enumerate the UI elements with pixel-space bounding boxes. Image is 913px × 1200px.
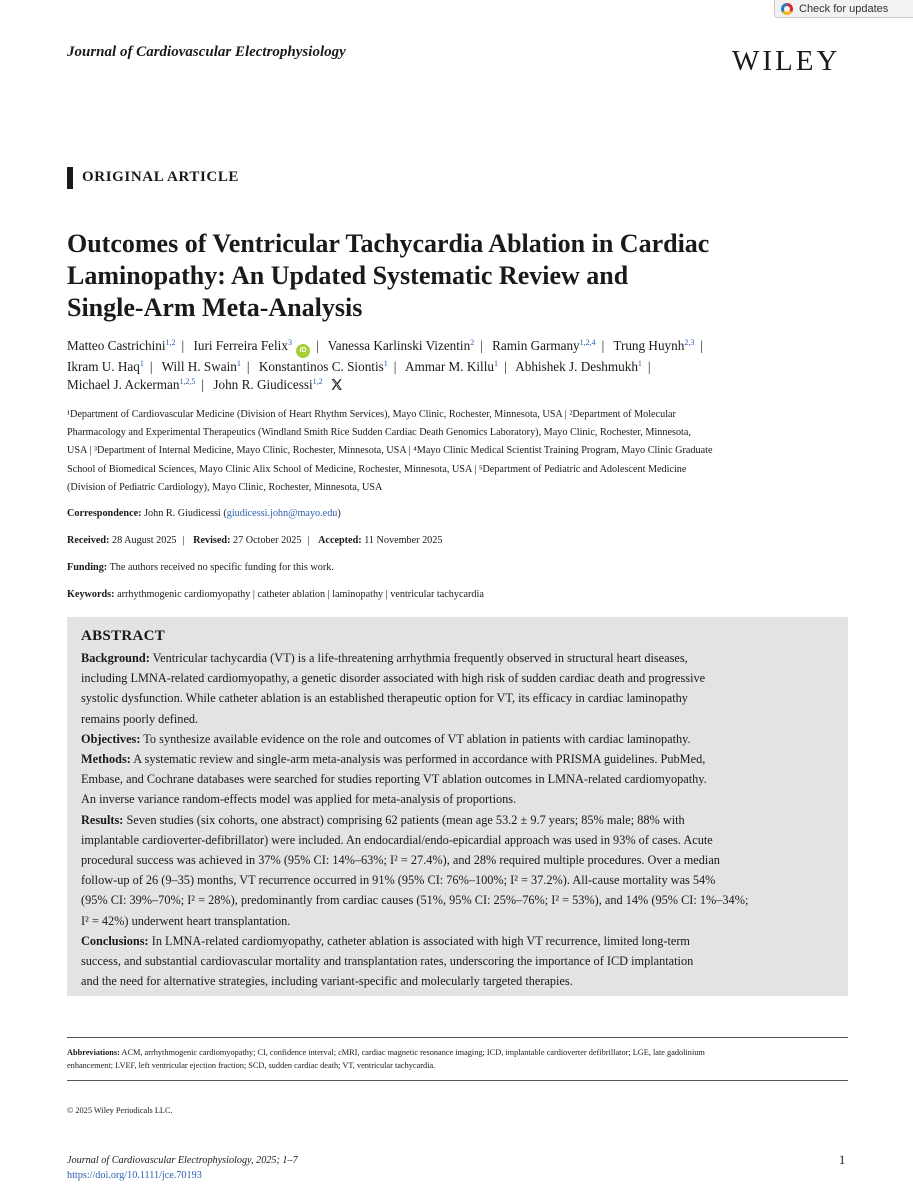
affiliation-line: (Division of Pediatric Cardiology), Mayo Clinic, Rochester, Minnesota, USA [67, 481, 383, 493]
author-name[interactable]: Will H. Swain [161, 359, 237, 374]
background-text: Ventricular tachycardia (VT) is a life-threatening arrhythmia frequently observed in structural heart diseases, [152, 651, 688, 665]
abstract-line [81, 749, 841, 769]
author-name[interactable]: Ikram U. Haq [67, 359, 140, 374]
author-affil-sup: 1 [383, 359, 388, 368]
methods-text: A systematic review and single-arm meta-analysis was performed in accordance with PRISMA guidelines. PubMed, [133, 752, 706, 767]
abstract-line: An inverse variance random-effects model was applied for meta-analysis of proportions. [81, 792, 517, 807]
author-name[interactable]: Ammar M. Killu [404, 359, 494, 374]
abbreviations-label: Abbreviations: [67, 1048, 120, 1057]
author-affil-sup: 1 [637, 359, 642, 368]
author-line: Matteo Castrichini$^{1,2}$ | Iuri Ferreira Felix$^3$iD | Vanessa Karlinski Vizentin$^2$ | Ramin Garmany$^{1,2,4}$ | Trung Huynh$^{2,3}$ | [67, 337, 857, 358]
affiliation-line: USA | ³Department of Internal Medicine, Mayo Clinic, Rochester, Minnesota, USA | ⁴Mayo Clinic Medical Scientist Training Program, Mayo Clinic Graduate [67, 445, 713, 457]
correspondence-name: John R. Giudicessi [144, 508, 221, 519]
abstract-line [81, 729, 841, 749]
author-name[interactable]: Vanessa Karlinski Vizentin [327, 338, 471, 353]
abstract-line: I² = 42%) underwent heart transplantation. [81, 913, 291, 928]
abstract-line: implantable cardioverter-defibrillator) were included. An endocardial/endo-epicardial approach was used in 93% of cases. Acute [81, 832, 713, 847]
divider [67, 1037, 848, 1038]
methods-label: Methods: [81, 752, 131, 767]
affiliation-line: Pharmacology and Experimental Therapeutics (Windland Smith Rice Sudden Cardiac Death Genomics Laboratory), Mayo Clinic, Rochester, Minnesota, [67, 427, 691, 439]
funding-label: Funding: [67, 562, 108, 573]
orcid-icon[interactable]: iD [296, 344, 310, 358]
accepted-date: 11 November 2025 [364, 535, 443, 546]
affiliation-line: School of Biomedical Sciences, Mayo Clinic Alix School of Medicine, Rochester, Minnesota, USA | ⁵Department of Pediatric and Adolescent Medicine [67, 463, 687, 475]
author-name[interactable]: Michael J. Ackerman [67, 377, 180, 392]
crossmark-icon [781, 3, 793, 15]
divider [67, 1080, 848, 1081]
abstract-line: including LMNA-related cardiomyopathy, a genetic disorder associated with high risk of sudden cardiac death and progressive [81, 671, 706, 686]
abbreviations-text: ACM, arrhythmogenic cardiomyopathy; CI, confidence interval; cMRI, cardiac magnetic resonance imaging; ICD, implantable cardioverter defibrillator; LGE, late gadolinium [121, 1048, 705, 1057]
affiliation-line: ¹Department of Cardiovascular Medicine (Division of Heart Rhythm Services), Mayo Clinic, Rochester, Minnesota, USA | ²Department of Molecular [67, 409, 676, 420]
abstract-line: Embase, and Cochrane databases were searched for studies reporting VT ablation outcomes in LMNA-related cardiomyopathy. [81, 772, 707, 787]
conclusions-text: In LMNA-related cardiomyopathy, catheter ablation is associated with high VT recurrence, limited long-term [151, 933, 690, 948]
author-name[interactable]: Matteo Castrichini [67, 338, 166, 353]
funding-text: The authors received no specific funding for this work. [109, 562, 334, 573]
author-line: Ikram U. Haq$^1$ | Will H. Swain$^1$ | Konstantinos C. Siontis$^1$ | Ammar M. Killu$^1$ | Abhishek J. Deshmukh$^1$ | [67, 359, 651, 374]
keywords [67, 589, 484, 600]
author-name[interactable]: Ramin Garmany [492, 338, 580, 353]
correspondence-label: Correspondence: [67, 508, 142, 519]
title-line: Single-Arm Meta-Analysis [67, 293, 363, 322]
publisher-logo: WILEY [732, 45, 841, 77]
results-label: Results: [81, 812, 124, 827]
section-marker [67, 167, 73, 189]
affiliations [67, 406, 857, 497]
objectives-label: Objectives: [81, 731, 141, 746]
journal-title: Journal of Cardiovascular Electrophysiology [67, 44, 346, 60]
copyright: © 2025 Wiley Periodicals LLC. [67, 1106, 173, 1115]
author-affil-sup: 1 [139, 359, 144, 368]
x-social-icon[interactable] [330, 378, 343, 391]
check-for-updates-button[interactable] [774, 0, 913, 18]
title-line: Outcomes of Ventricular Tachycardia Ablation in Cardiac [67, 229, 710, 258]
abstract-line: remains poorly defined. [81, 711, 199, 726]
article-type: ORIGINAL ARTICLE [82, 169, 240, 185]
author-affil-sup: 2,3 [684, 338, 695, 347]
article-title [67, 228, 847, 324]
author-affil-sup: 1,2,4 [579, 338, 596, 347]
abstract-body [81, 648, 841, 991]
check-for-updates-label: Check for updates [799, 2, 889, 15]
author-name[interactable]: Iuri Ferreira Felix [193, 338, 288, 353]
funding [67, 562, 334, 573]
accepted-label: Accepted: [318, 535, 362, 546]
author-name[interactable]: Abhishek J. Deshmukh [515, 359, 638, 374]
abstract-line: systolic dysfunction. While catheter ablation is an established therapeutic option for VT, its efficacy in cardiac laminopathy [81, 691, 688, 706]
author-affil-sup: 1 [493, 359, 498, 368]
received-date: 28 August 2025 [111, 535, 177, 546]
page-number: 1 [839, 1153, 846, 1167]
results-text: Seven studies (six cohorts, one abstract) comprising 62 patients (mean age 53.2 ± 9.7 years; 85% male; 88% with [126, 812, 685, 827]
author-name[interactable]: John R. Giudicessi [213, 377, 313, 392]
author-list [67, 337, 857, 394]
author-affil-sup: 1 [236, 359, 241, 368]
abstract-line [81, 931, 841, 951]
author-affil-sup: 3 [287, 338, 292, 347]
author-affil-sup: 1,2 [312, 377, 323, 386]
abbreviation-line [67, 1047, 848, 1060]
author-line: Michael J. Ackerman$^{1,2,5}$ | John R. Giudicessi$^{1,2}$ [67, 376, 857, 394]
author-affil-sup: 2 [470, 338, 475, 347]
received-label: Received: [67, 535, 110, 546]
title-line: Laminopathy: An Updated Systematic Review and [67, 261, 629, 290]
revised-date: 27 October 2025 [233, 535, 302, 546]
abstract-line: and the need for alternative strategies, including variant-specific and molecularly targeted therapies. [81, 974, 573, 989]
abstract-line [81, 648, 841, 668]
footer-citation: Journal of Cardiovascular Electrophysiology, 2025; 1–7 [67, 1155, 298, 1166]
abstract-line: success, and substantial cardiovascular mortality and transplantation rates, underscoring the importance of ICD implantation [81, 954, 694, 969]
abstract-line: follow-up of 26 (9–35) months, VT recurrence occurred in 91% (95% CI: 76%–100%; I² = 37.2%). All-cause mortality was 54% [81, 873, 716, 888]
author-name[interactable]: Konstantinos C. Siontis [258, 359, 384, 374]
conclusions-label: Conclusions: [81, 933, 149, 948]
abbreviation-line: enhancement; LVEF, left ventricular ejection fraction; SCD, sudden cardiac death; VT, ventricular tachycardia. [67, 1060, 436, 1070]
abstract-heading: ABSTRACT [81, 628, 166, 644]
article-dates: Received: 28 August 2025 | Revised: 27 October 2025 | Accepted: 11 November 2025 [67, 535, 443, 546]
abstract-line: procedural success was achieved in 37% (95% CI: 14%–63%; I² = 27.4%), and 28% required multiple procedures. Over a median [81, 853, 720, 868]
author-affil-sup: 1,2,5 [179, 377, 196, 386]
background-label: Background: [81, 651, 150, 665]
keywords-label: Keywords: [67, 589, 115, 600]
correspondence-email-link[interactable]: giudicessi.john@mayo.edu [226, 508, 338, 519]
author-affil-sup: 1,2 [165, 338, 176, 347]
keywords-text: arrhythmogenic cardiomyopathy | catheter ablation | laminopathy | ventricular tachycardia [117, 589, 484, 600]
revised-label: Revised: [193, 535, 231, 546]
objectives-text: To synthesize available evidence on the role and outcomes of VT ablation in patients with cardiac laminopathy. [143, 731, 691, 746]
correspondence: Correspondence: John R. Giudicessi (giudicessi.john@mayo.edu) [67, 508, 341, 519]
author-name[interactable]: Trung Huynh [613, 338, 685, 353]
abstract-line [81, 810, 841, 830]
doi-link[interactable]: https://doi.org/10.1111/jce.70193 [67, 1170, 202, 1181]
abbreviations [67, 1047, 848, 1072]
abstract-line: (95% CI: 39%–70%; I² = 28%), predominantly from cardiac causes (51%, 95% CI: 25%–76%; I² = 53%), and 14% (95% CI: 1%–34%; [81, 893, 749, 908]
